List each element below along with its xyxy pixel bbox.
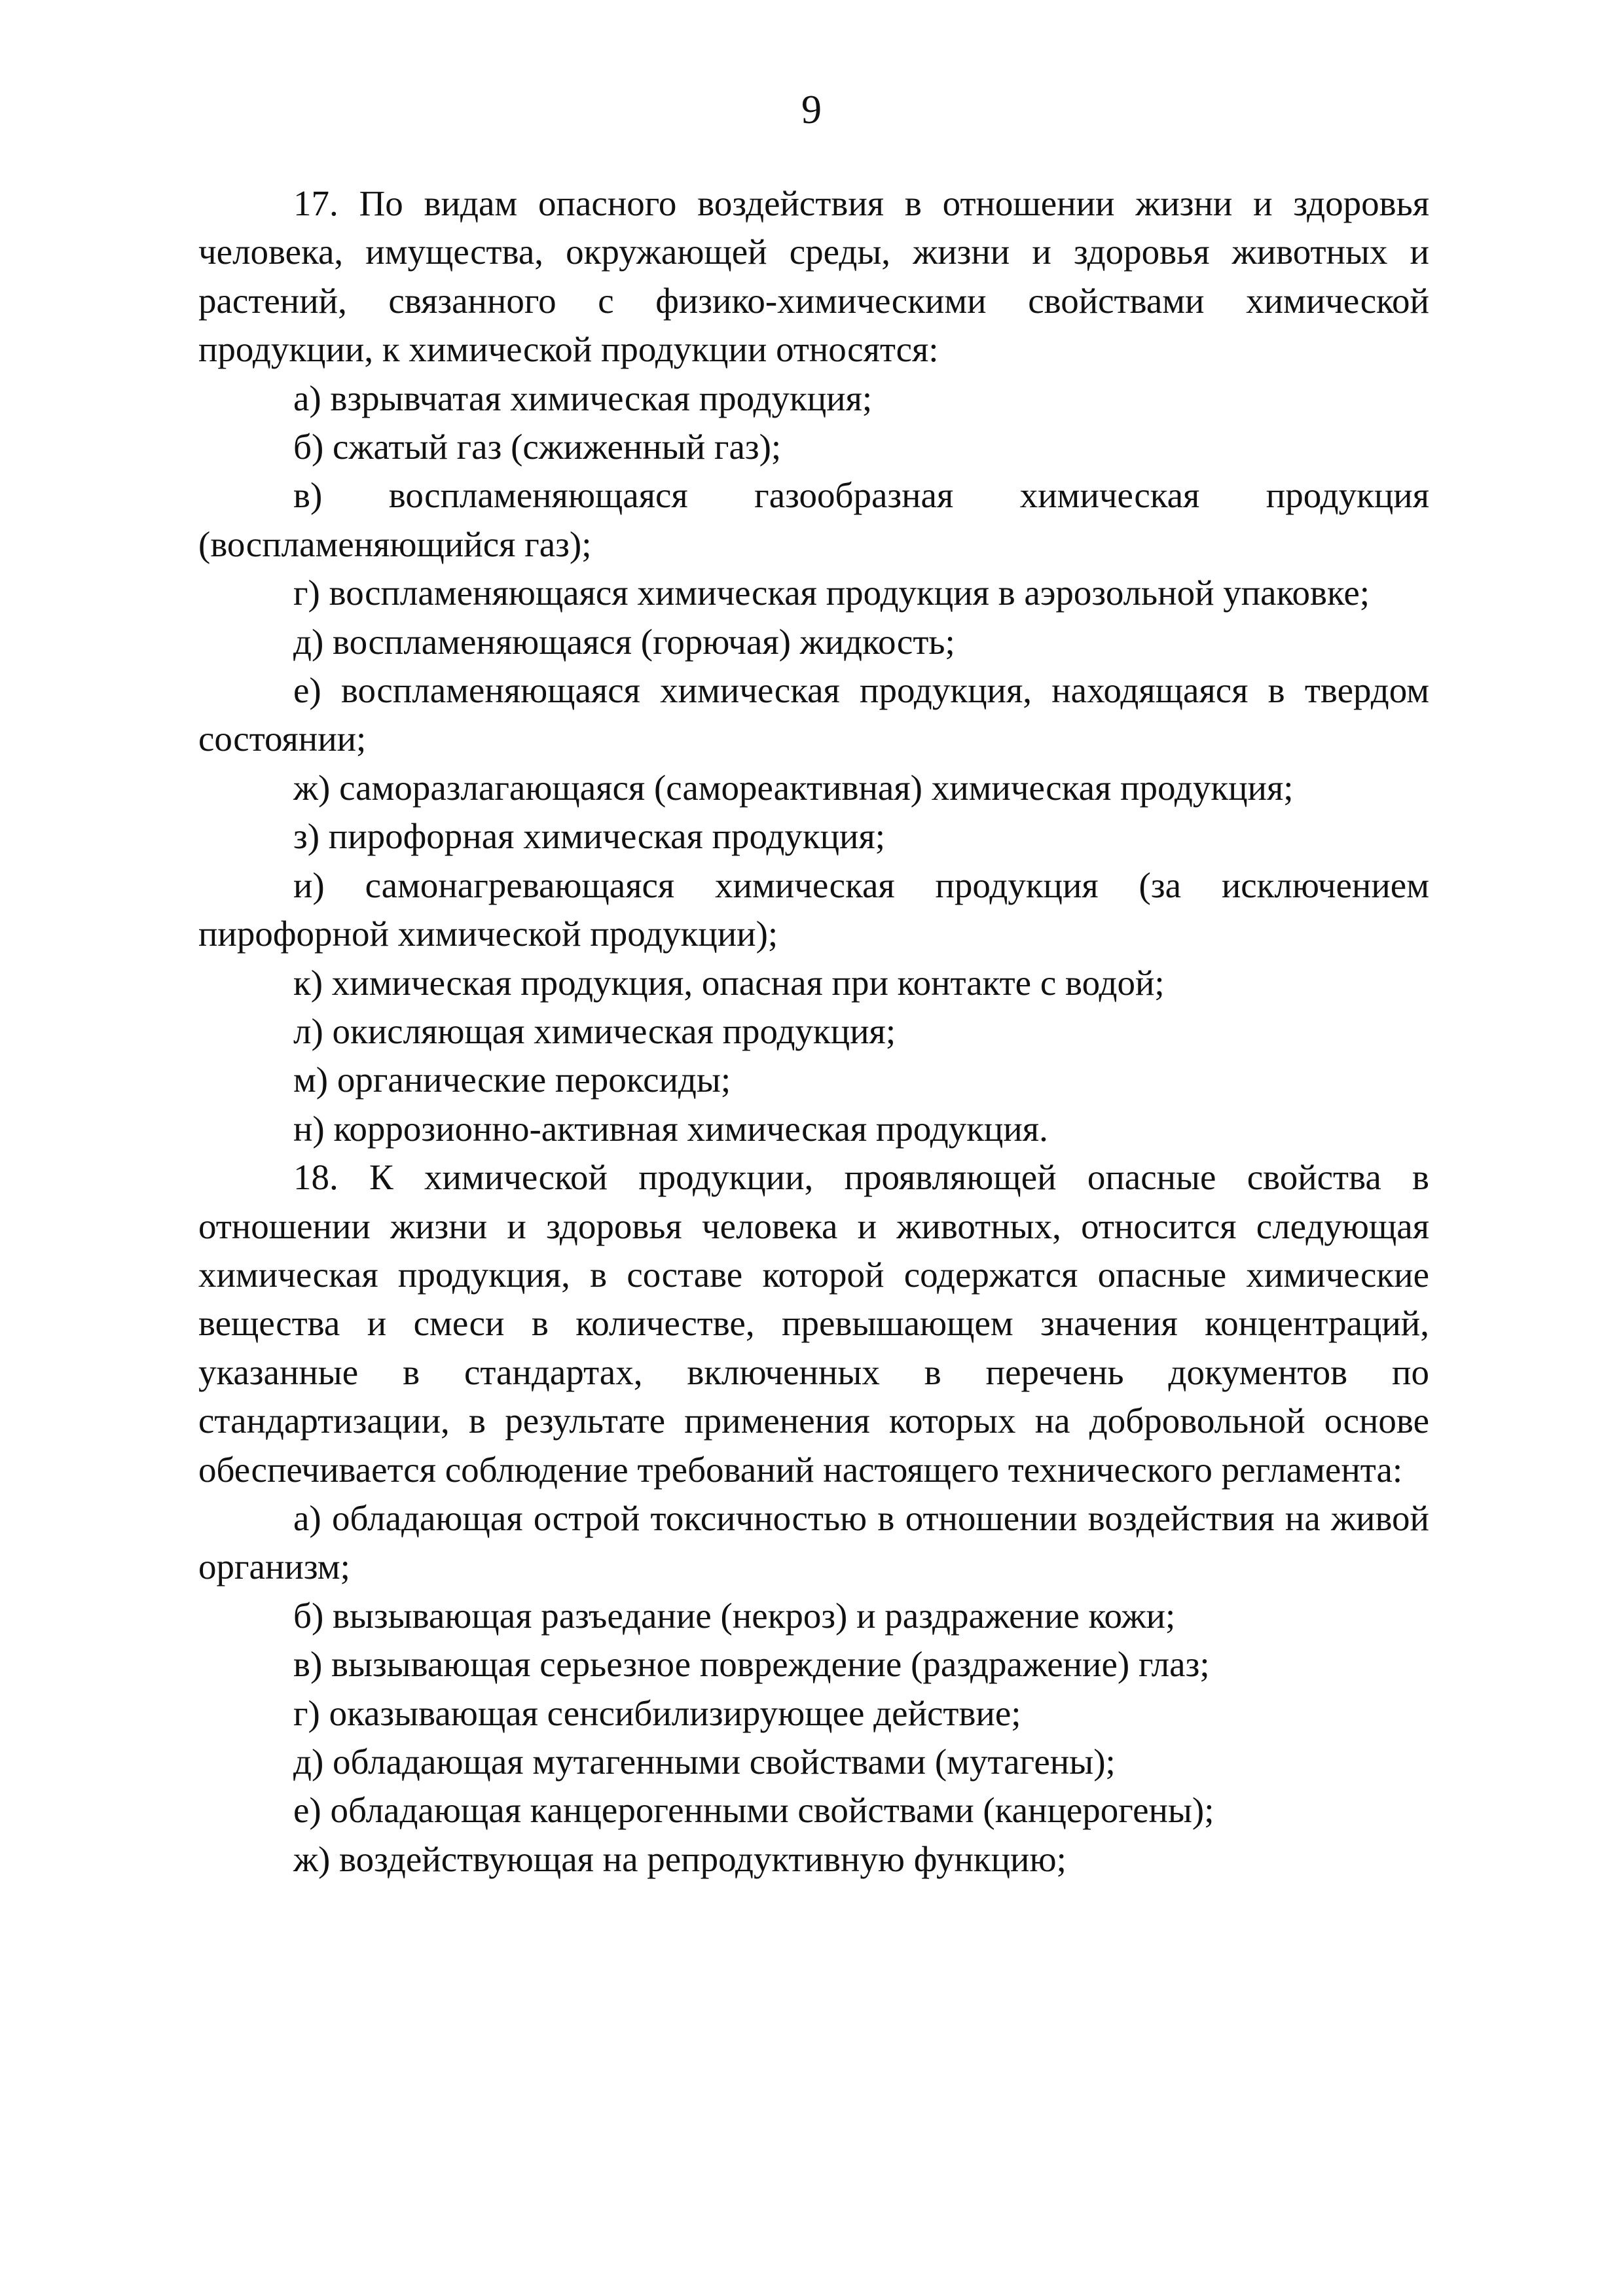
list-item-17zh: ж) саморазлагающаяся (самореактивная) химическая продукция; bbox=[293, 767, 1294, 808]
list-item-17a: а) взрывчатая химическая продукция; bbox=[293, 378, 873, 418]
list-item-17v: в) воспламеняющаяся газообразная химическая продукция (воспламеняющийся газ); bbox=[198, 475, 1429, 564]
list-item-17n: н) коррозионно-активная химическая продукция. bbox=[293, 1108, 1048, 1149]
paragraph-18-intro: 18. К химической продукции, проявляющей опасные свойства в отношении жизни и здоровья человека и животных, относится следующая химическая продукция, в составе которой содержатся опасные химические вещества и смеси в количестве, превышающем значения концентраций, указанные в стандартах, включенных в перечень документов по стандартизации, в результате применения которых на добровольной основе обеспечивается соблюдение требований настоящего технического регламента: bbox=[198, 1157, 1429, 1490]
list-item-17m: м) органические пероксиды; bbox=[293, 1060, 731, 1100]
list-item-17g: г) воспламеняющаяся химическая продукция в аэрозольной упаковке; bbox=[293, 573, 1370, 613]
list-item-18a: а) обладающая острой токсичностью в отношении воздействия на живой организм; bbox=[198, 1498, 1429, 1587]
list-item-17k: к) химическая продукция, опасная при контакте с водой; bbox=[293, 962, 1165, 1003]
list-item-18g: г) оказывающая сенсибилизирующее действие; bbox=[293, 1693, 1021, 1733]
list-item-18d: д) обладающая мутагенными свойствами (мутагены); bbox=[293, 1742, 1116, 1782]
list-item-17z: з) пирофорная химическая продукция; bbox=[293, 816, 886, 857]
list-item-17l: л) окисляющая химическая продукция; bbox=[293, 1011, 896, 1051]
paragraph-17-intro: 17. По видам опасного воздействия в отношении жизни и здоровья человека, имущества, окружающей среды, жизни и здоровья животных и растений, связанного с физико-химическими свойствами химической продукции, к химической продукции относятся: bbox=[198, 183, 1429, 370]
list-item-17i: и) самонагревающаяся химическая продукция (за исключением пирофорной химической продукции); bbox=[198, 865, 1429, 954]
list-item-18b: б) вызывающая разъедание (некроз) и раздражение кожи; bbox=[293, 1595, 1176, 1636]
list-item-18e: е) обладающая канцерогенными свойствами (канцерогены); bbox=[293, 1790, 1214, 1831]
list-item-17b: б) сжатый газ (сжиженный газ); bbox=[293, 427, 782, 467]
list-item-18zh: ж) воздействующая на репродуктивную функцию; bbox=[293, 1839, 1067, 1879]
page-number: 9 bbox=[801, 88, 822, 132]
document-body bbox=[198, 179, 1429, 1884]
list-item-17e: е) воспламеняющаяся химическая продукция, находящаяся в твердом состоянии; bbox=[198, 670, 1429, 759]
list-item-18v: в) вызывающая серьезное повреждение (раздражение) глаз; bbox=[293, 1644, 1210, 1685]
list-item-17d: д) воспламеняющаяся (горючая) жидкость; bbox=[293, 621, 955, 662]
